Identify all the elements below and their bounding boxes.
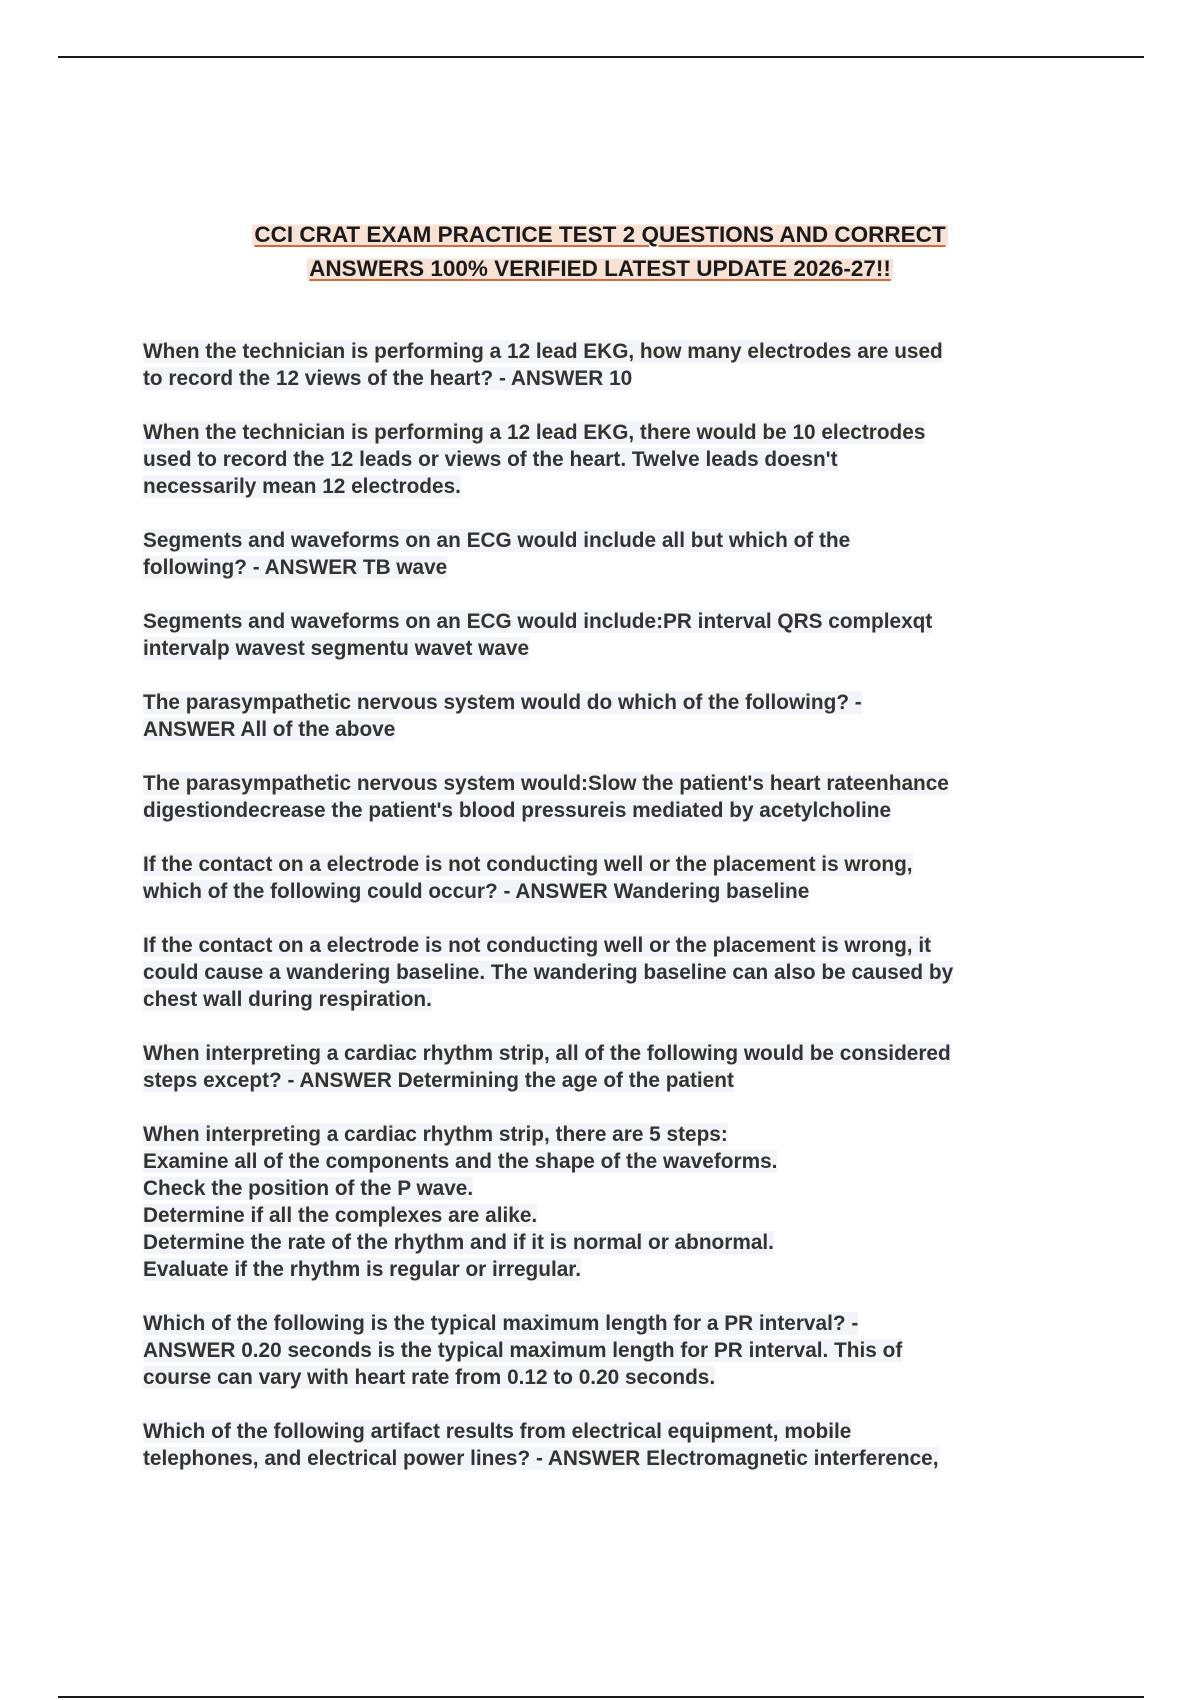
question-6: Which of the following is the typical maximum length for a PR interval? - ANSWER 0.20 seconds is the typical maximum length for PR interval. This of course can vary with heart rate from 0.12 to 0.20 seconds. [143, 1312, 903, 1389]
explanation-2: Segments and waveforms on an ECG would include:PR interval QRS complexqt intervalp wavest segmentu wavet wave [143, 610, 933, 660]
title-line-1: CCI CRAT EXAM PRACTICE TEST 2 QUESTIONS AND CORRECT [254, 222, 946, 247]
explanation-4: If the contact on a electrode is not conducting well or the placement is wrong, it could cause a wandering baseline. The wandering baseline can also be caused by chest wall during respiration. [143, 934, 954, 1011]
explanation-5: When interpreting a cardiac rhythm strip, there are 5 steps: Examine all of the components and the shape of the waveforms. Check the position of the P wave. Determine if all the complexes are alike. Determine the rate of the rhythm and if it is normal or abnormal. Evaluate if the rhythm is regular or irregular. [143, 1123, 778, 1281]
title-line-2: ANSWERS 100% VERIFIED LATEST UPDATE 2026-27!! [309, 256, 891, 281]
question-7: Which of the following artifact results from electrical equipment, mobile telephones, and electrical power lines? - ANSWER Electromagnetic interference, [143, 1420, 939, 1470]
question-1: When the technician is performing a 12 lead EKG, how many electrodes are used to record the 12 views of the heart? - ANSWER 10 [143, 340, 943, 390]
document-title [120, 218, 1080, 286]
question-4: If the contact on a electrode is not conducting well or the placement is wrong, which of the following could occur? - ANSWER Wandering baseline [143, 853, 913, 903]
question-2: Segments and waveforms on an ECG would include all but which of the following? - ANSWER TB wave [143, 529, 851, 579]
top-divider [58, 56, 1144, 58]
question-3: The parasympathetic nervous system would do which of the following? - ANSWER All of the above [143, 691, 862, 741]
explanation-3: The parasympathetic nervous system would:Slow the patient's heart rateenhance digestiondecrease the patient's blood pressureis mediated by acetylcholine [143, 772, 949, 822]
explanation-1: When the technician is performing a 12 lead EKG, there would be 10 electrodes used to record the 12 leads or views of the heart. Twelve leads doesn't necessarily mean 12 electrodes. [143, 421, 926, 498]
bottom-divider [58, 1696, 1144, 1698]
document-body [143, 338, 1083, 1499]
question-5: When interpreting a cardiac rhythm strip, all of the following would be considered steps except? - ANSWER Determining the age of the patient [143, 1042, 951, 1092]
